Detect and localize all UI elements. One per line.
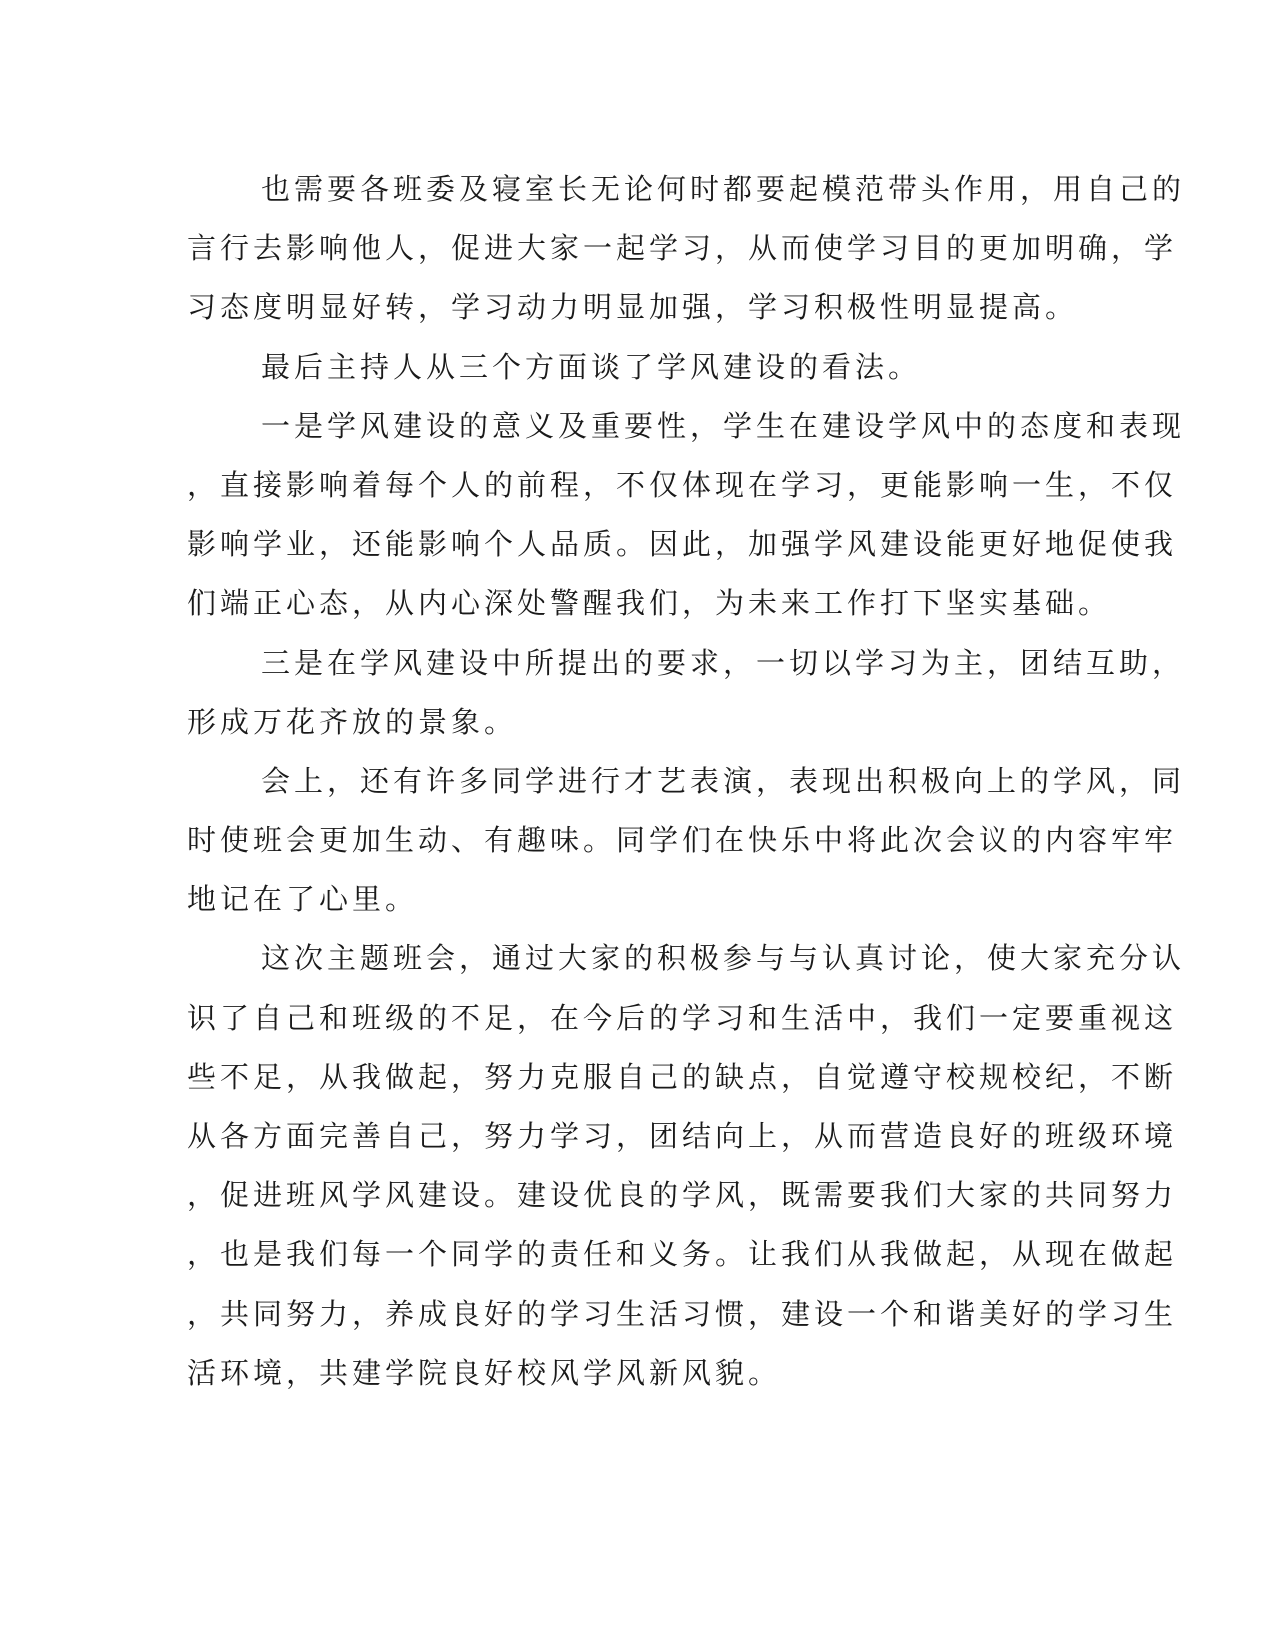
text-line: 三是在学风建设中所提出的要求，一切以学习为主，团结互助，: [261, 645, 1186, 680]
text-line: 活环境，共建学院良好校风学风新风貌。: [187, 1355, 782, 1390]
text-line: 也需要各班委及寝室长无论何时都要起模范带头作用，用自己的: [261, 172, 1186, 206]
text-line: 时使班会更加生动、有趣味。同学们在快乐中将此次会议的内容牢牢: [187, 823, 1178, 858]
text-line: ，也是我们每一个同学的责任和义务。让我们从我做起，从现在做起: [187, 1237, 1178, 1272]
text-line: 从各方面完善自己，努力学习，团结向上，从而营造良好的班级环境: [187, 1119, 1178, 1153]
text-line: 言行去影响他人，促进大家一起学习，从而使学习目的更加明确，学: [187, 231, 1178, 266]
text-line: 们端正心态，从内心深处警醒我们，为未来工作打下坚实基础。: [187, 586, 1112, 621]
document-body: [187, 160, 1186, 1403]
text-line: 识了自己和班级的不足，在今后的学习和生活中，我们一定要重视这: [187, 1000, 1178, 1035]
text-line: ，促进班风学风建设。建设优良的学风，既需要我们大家的共同努力: [187, 1178, 1178, 1213]
text-line: 形成万花齐放的景象。: [187, 704, 518, 739]
text-line: 一是学风建设的意义及重要性，学生在建设学风中的态度和表现: [261, 408, 1186, 443]
text-line: 些不足，从我做起，努力克服自己的缺点，自觉遵守校规校纪，不断: [187, 1059, 1178, 1094]
text-line: 会上，还有许多同学进行才艺表演，表现出积极向上的学风，同: [261, 763, 1186, 798]
text-line: 习态度明显好转，学习动力明显加强，学习积极性明显提高。: [187, 290, 1079, 325]
text-line: 地记在了心里。: [187, 882, 419, 917]
text-line: ，直接影响着每个人的前程，不仅体现在学习，更能影响一生，不仅: [187, 467, 1178, 502]
text-line: ，共同努力，养成良好的学习生活习惯，建设一个和谐美好的学习生: [187, 1296, 1178, 1331]
text-line: 这次主题班会，通过大家的积极参与与认真讨论，使大家充分认: [261, 941, 1186, 976]
text-line: 最后主持人从三个方面谈了学风建设的看法。: [261, 349, 922, 384]
text-line: 影响学业，还能影响个人品质。因此，加强学风建设能更好地促使我: [187, 527, 1178, 562]
